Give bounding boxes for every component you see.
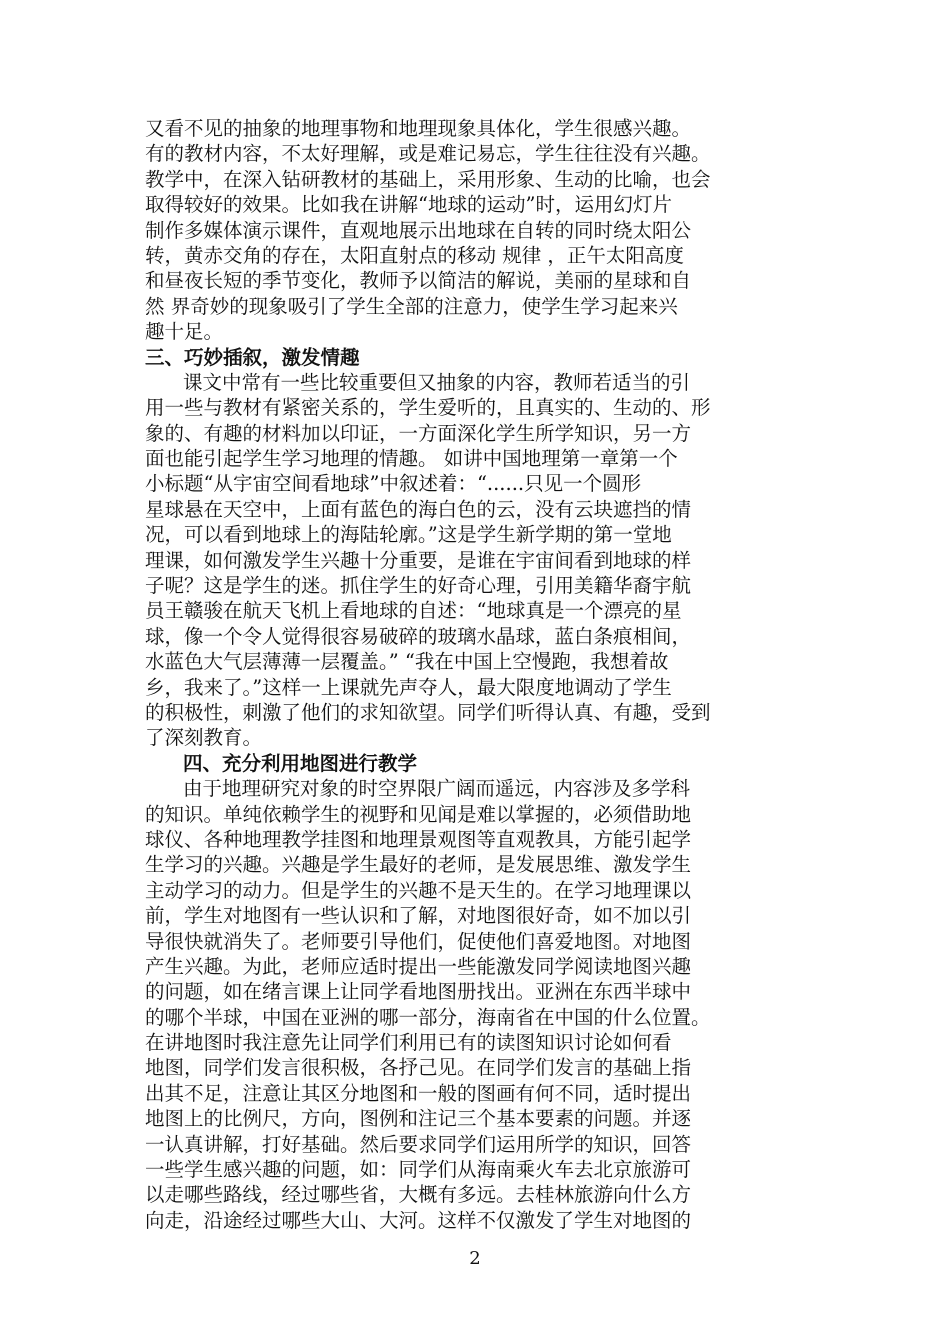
text-line: 向走，沿途经过哪些大山、大河。这样不仅激发了学生对地图的 [145,1208,692,1232]
text-line: 以走哪些路线，经过哪些省，大概有多远。去桂林旅游向什么方 [145,1183,692,1207]
text-line: 有的教材内容，不太好理解，或是难记易忘，学生往往没有兴趣。 [145,142,711,166]
text-line: 了深刻教育。 [145,726,263,750]
text-line: 星球悬在天空中，上面有蓝色的海白色的云，没有云块遮挡的情 [145,497,692,521]
text-line: 地图上的比例尺，方向，图例和注记三个基本要素的问题。并逐 [145,1107,692,1131]
text-line: 象的、有趣的材料加以印证，一方面深化学生所学知识，另一方 [145,421,692,445]
text-line: 球，像一个令人觉得很容易破碎的玻璃水晶球，蓝白条痕相间， [145,624,692,648]
text-line: 的知识。单纯依赖学生的视野和见闻是难以掌握的，必须借助地 [145,802,692,826]
text-line: 的哪个半球，中国在亚洲的哪一部分，海南省在中国的什么位置。 [145,1005,711,1029]
text-line: 水蓝色大气层薄薄一层覆盖。” “我在中国上空慢跑，我想着故 [145,650,669,674]
text-line: 一些学生感兴趣的问题，如：同学们从海南乘火车去北京旅游可 [145,1158,692,1182]
text-line: 然 界奇妙的现象吸引了学生全部的注意力，使学生学习起来兴 [145,294,678,318]
text-line: 地图，同学们发言很积极，各抒己见。在同学们发言的基础上指 [145,1056,692,1080]
body-text [145,116,815,1233]
text-line: 出其不足，注意让其区分地图和一般的图画有何不同，适时提出 [145,1081,692,1105]
text-line: 教学中，在深入钻研教材的基础上，采用形象、生动的比喻，也会 [145,167,711,191]
page-number: 2 [469,1248,481,1269]
text-line: 生学习的兴趣。兴趣是学生最好的老师，是发展思维、激发学生 [145,853,692,877]
text-line: 一认真讲解，打好基础。然后要求同学们运用所学的知识，回答 [145,1132,692,1156]
text-line: 又看不见的抽象的地理事物和地理现象具体化，学生很感兴趣。 [145,117,692,140]
text-line: 导很快就消失了。老师要引导他们，促使他们喜爱地图。对地图 [145,929,692,953]
text-line: 取得较好的效果。比如我在讲解“地球的运动”时，运用幻灯片 [145,193,672,217]
text-line: 小标题“从宇宙空间看地球”中叙述着：“......只见一个圆形 [145,472,642,496]
text-line: 子呢？这是学生的迷。抓住学生的好奇心理，引用美籍华裔宇航 [145,574,692,598]
text-line: 面也能引起学生学习地理的情趣。 如讲中国地理第一章第一个 [145,447,678,471]
text-line: 员王赣骏在航天飞机上看地球的自述：“地球真是一个漂亮的星 [145,599,682,623]
text-line: 况，可以看到地球上的海陆轮廓。”这是学生新学期的第一堂地 [145,523,672,547]
text-line: 产生兴趣。为此，老师应适时提出一些能激发同学阅读地图兴趣 [145,954,692,978]
text-line: 理课，如何激发学生兴趣十分重要，是谁在宇宙间看到地球的样 [145,548,692,572]
text-line: 球仪、各种地理教学挂图和地理景观图等直观教具，方能引起学 [145,827,692,851]
text-line: 用一些与教材有紧密关系的，学生爱听的，且真实的、生动的、形 [145,396,711,420]
section-heading: 三、巧妙插叙，激发情趣 [145,345,360,369]
text-line: 趣十足。 [145,320,224,344]
text-line: 的问题，如在绪言课上让同学看地图册找出。亚洲在东西半球中 [145,980,692,1004]
text-line: 的积极性，刺激了他们的求知欲望。同学们听得认真、有趣，受到 [145,700,711,724]
text-line: 由于地理研究对象的时空界限广阔而遥远，内容涉及多学科 [183,777,691,801]
text-line: 乡，我来了。”这样一上课就先声夺人，最大限度地调动了学生 [145,675,672,699]
text-line: 和昼夜长短的季节变化，教师予以简洁的解说，美丽的星球和自 [145,269,692,293]
text-line: 在讲地图时我注意先让同学们利用已有的读图知识讨论如何看 [145,1031,672,1055]
text-line: 制作多媒体演示课件，直观地展示出地球在自转的同时绕太阳公 [145,218,692,242]
text-line: 主动学习的动力。但是学生的兴趣不是天生的。在学习地理课以 [145,878,692,902]
text-line: 前，学生对地图有一些认识和了解，对地图很好奇，如不加以引 [145,904,692,928]
text-line: 课文中常有一些比较重要但又抽象的内容，教师若适当的引 [183,370,691,394]
section-heading: 四、充分利用地图进行教学 [183,751,418,775]
text-line: 转，黄赤交角的存在，太阳直射点的移动 规律 ，正午太阳高度 [145,243,684,267]
